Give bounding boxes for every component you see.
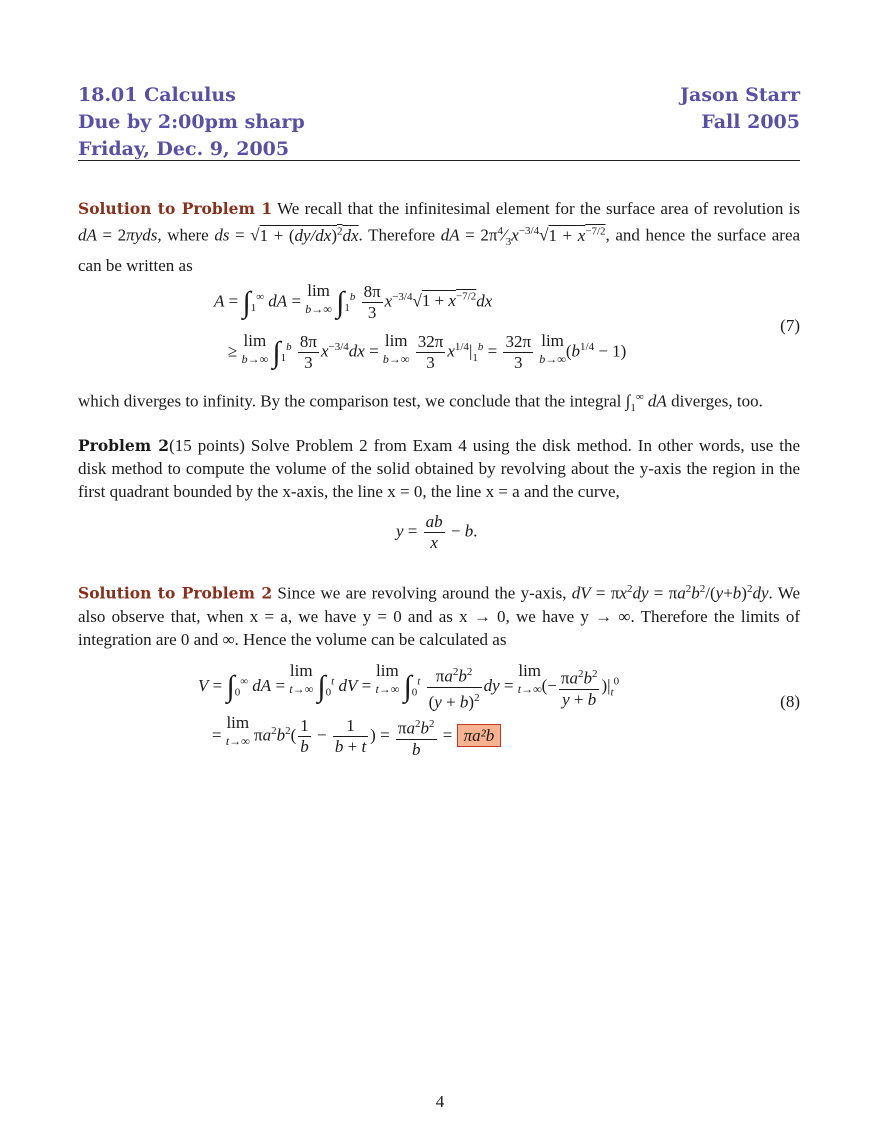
solution-2-text: Since we are revolving around the y-axis,: [277, 583, 567, 603]
solution-1-conclusion: which diverges to infinity. By the comparison test, we conclude that the integral $\int_1^\infty$ dA diverges, too.: [78, 391, 763, 415]
equation-7: [78, 278, 800, 378]
header-left: [78, 82, 305, 163]
solution-2-text-2: We also observe that, when x = a, we have y = 0 and as x → 0, we have y → ∞. Therefore the limits of integration are 0 and ∞. Hence the volume can be calculated as: [78, 583, 800, 649]
equation-8-line-2: = lim t→∞ $\pi a^2b^2$( $\frac{1}{b}$ − $\frac{1}{b + t}$ ) = $\frac{\pi a^2b^2}{b}$ = πa²b: [212, 714, 501, 760]
author-name: Jason Starr: [680, 84, 800, 106]
solution-2-paragraph: Solution to Problem 2 Since we are revolving around the y-axis, dV = $\pi x^2dy = \pi a^2b^2/(y+b)^2dy$. We also observe that, when x = a, we have y = 0 and as x → 0, we have y → ∞. Therefore the limits of integration are 0 and ∞. Hence the volume can be calculated as: [78, 583, 800, 649]
equation-7-line-2: ≥ lim b→∞ $\int_1^b$ $\frac{8\pi}{3}$ $x^{-3/4}dx = \lim$ b→∞ $\frac{32\pi}{3}$ $x^{1/4}|_1^b$ = $\frac{32\pi}{3}$ lim b→∞ $(b^{1/4} - 1)$: [228, 331, 627, 372]
course-title: 18.01 Calculus: [78, 84, 236, 106]
final-answer-box: πa²b: [457, 724, 502, 747]
curve-equation: y = $\frac{ab}{x}$ − b.: [396, 512, 478, 552]
equation-8: [78, 658, 800, 758]
due-line: Due by 2:00pm sharp: [78, 111, 305, 133]
due-date: Friday, Dec. 9, 2005: [78, 138, 290, 160]
equation-7-number: (7): [780, 316, 800, 335]
solution-1-paragraph: Solution to Problem 1 We recall that the infinitesimal element for the surface area of revolution is dA = 2πyds, where ds = $√1 + (dy/dx)^2dx$. Therefore dA = $2\pi^4⁄_3x^{-3/4}√1 + x^{-7/2}$, and hence the surface area can be written as: [78, 199, 801, 276]
equation-8-line-1: $V = \int_0^\infty$ dA = lim t→∞ $\int_0^t$ dV = lim t→∞ $\int_0^t$ $\frac{\pi a^2b^2}{(y + b)^2}$ dy = lim t→∞ (− $\frac{\pi a^2b^2}{y + b}$ )$|_t^0$: [198, 661, 620, 712]
problem-2-text: (15 points) Solve Problem 2 from Exam 4 using the disk method. In other words, use the disk method to compute the volume of the solid obtained by revolving about the y-axis the region in the first quadrant bounded by the x-axis, the line x = 0, the line x = a and the curve,: [78, 436, 800, 501]
header-rule: [78, 160, 800, 161]
solution-2-label: Solution to Problem 2: [78, 583, 273, 603]
solution-1-conclusion-end: diverges, too.: [671, 391, 763, 411]
header-right: [680, 82, 800, 136]
solution-1-label: Solution to Problem 1: [78, 199, 273, 218]
solution-1-inline-math: dA: [78, 225, 97, 245]
page-number: 4: [435, 1092, 445, 1111]
solution-1-conclusion-text: which diverges to infinity. By the comparison test, we conclude that the integral: [78, 391, 622, 411]
problem-2-paragraph: [78, 434, 800, 503]
problem-2-label: Problem 2: [78, 436, 170, 455]
equation-7-line-1: $A = \int_1^\infty$ dA = lim b→∞ $\int_1^b$ $\frac{8\pi}{3}$ $x^{-3/4}√1 + x^{-7/2}dx$: [214, 281, 493, 322]
equation-8-number: (8): [780, 692, 800, 711]
solution-1-text: We recall that the infinitesimal element for the surface area of revolution is: [277, 199, 800, 218]
solution-1-text-2: surface area can be written as: [78, 225, 801, 276]
term: Fall 2005: [701, 111, 800, 133]
